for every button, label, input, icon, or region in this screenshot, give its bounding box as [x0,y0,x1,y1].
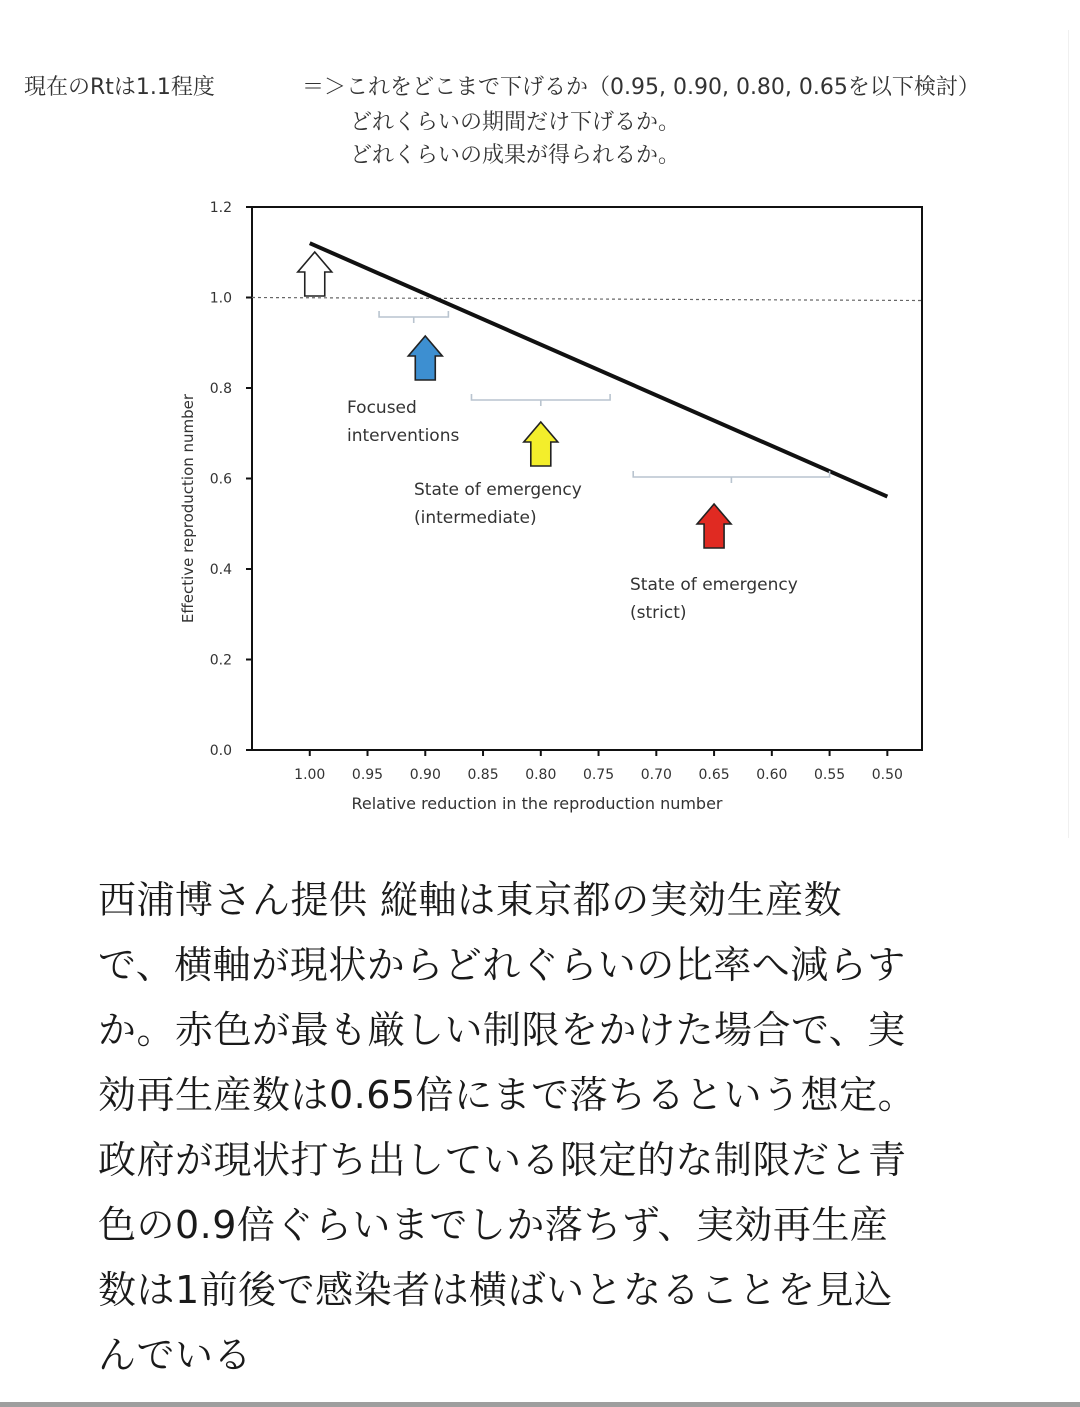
x-tick-label: 0.80 [525,767,557,783]
annotation-label: (strict) [630,603,687,623]
caption-line: 効再生産数は0.65倍にまで落ちるという想定。 [98,1073,917,1117]
bottom-divider [0,1402,1080,1407]
y-tick-label: 0.2 [209,652,232,669]
y-tick-label: 0.4 [209,562,232,578]
figure-panel [0,30,1069,838]
y-tick-label: 0.0 [209,743,232,759]
x-tick-label: 1.00 [294,767,326,783]
header-note-line-2: どれくらいの期間だけ下げるか。 [350,110,681,135]
x-tick-label: 0.65 [698,767,730,783]
bracket-blue [379,311,448,323]
arrow-red-icon [697,504,731,548]
x-tick-label: 0.75 [582,767,615,783]
caption [98,868,998,1388]
y-axis-label: Effective reproduction number [179,393,197,624]
annotation-label: Focused [347,398,417,418]
bracket-red [633,471,829,483]
x-tick-label: 0.60 [756,767,788,783]
series-line [310,243,888,496]
caption-line: 色の0.9倍ぐらいまでしか落ちず、実効再生産 [98,1203,889,1247]
caption-line: か。赤色が最も厳しい制限をかけた場合で、実 [98,1008,906,1052]
reference-line [252,298,922,301]
caption-line: んでいる [98,1333,253,1377]
header-left-note: 現在のRtは1.1程度 [24,75,215,100]
bracket-yellow [471,394,610,406]
x-tick-label: 0.85 [467,767,499,783]
y-tick-label: 0.6 [209,471,232,488]
x-tick-label: 0.95 [351,767,384,783]
header-right-note: ＝＞これをどこまで下げるか（0.95, 0.90, 0.80, 0.65を以下検討） [302,75,980,100]
annotation-label: interventions [347,426,460,446]
caption-line: で、横軸が現状からどれぐらいの比率へ減らす [98,943,906,987]
annotation-label: (intermediate) [414,508,537,528]
annotation-label: State of emergency [414,480,582,500]
caption-line: 西浦博さん提供 縦軸は東京都の実効生産数 [98,878,843,922]
arrow-yellow-icon [524,422,558,466]
x-tick-label: 0.55 [814,767,846,783]
plot-frame [252,207,922,750]
y-tick-label: 1.0 [209,290,232,307]
chart [0,30,1068,838]
arrow-blue-icon [408,336,442,380]
caption-line: 政府が現状打ち出している限定的な制限だと青 [98,1138,907,1182]
x-axis-label: Relative reduction in the reproduction number [351,794,723,813]
annotation-label: State of emergency [630,575,798,595]
caption-line: 数は1前後で感染者は横ばいとなることを見込 [98,1268,893,1312]
arrow-white-icon [298,252,332,296]
x-tick-label: 0.90 [409,767,441,783]
header-note-line-3: どれくらいの成果が得られるか。 [350,143,681,168]
x-tick-label: 0.50 [871,767,903,783]
x-tick-label: 0.70 [640,767,672,783]
y-tick-label: 0.8 [209,381,232,397]
y-tick-label: 1.2 [209,200,232,216]
